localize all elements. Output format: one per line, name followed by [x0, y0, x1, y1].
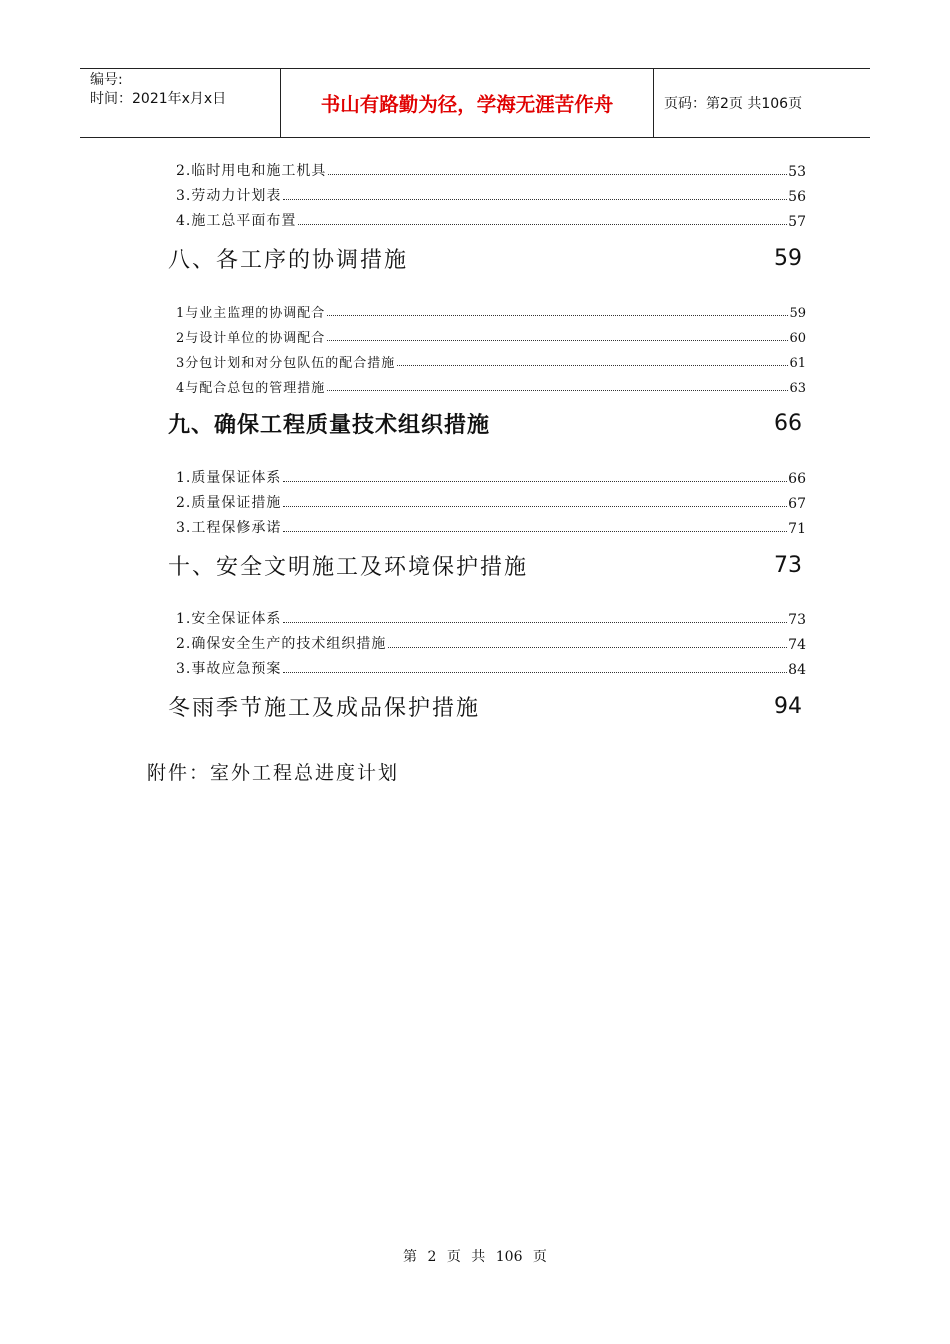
toc-entry-page: 67 — [788, 496, 806, 512]
toc-entry-page: 60 — [789, 331, 806, 346]
toc-entry[interactable] — [176, 658, 806, 678]
dot-leader — [283, 672, 787, 673]
toc-entry[interactable] — [176, 351, 806, 371]
dot-leader — [283, 199, 787, 200]
toc-entry[interactable] — [176, 185, 806, 205]
time-label: 时间：2021年x月x日 — [90, 91, 227, 107]
dot-leader — [283, 531, 787, 532]
toc-entry-title: 3.事故应急预案 — [176, 661, 282, 677]
toc-entry-title: 3.劳动力计划表 — [176, 188, 282, 204]
toc-entry-page: 71 — [788, 521, 806, 537]
toc-entry-title: 3.工程保修承诺 — [176, 520, 282, 536]
toc-entry-page: 56 — [788, 189, 806, 205]
toc-section-title: 十、安全文明施工及环境保护措施 — [168, 554, 529, 580]
header-page-cell — [654, 69, 870, 137]
toc-entry-title: 2.临时用电和施工机具 — [176, 163, 327, 179]
toc-section[interactable] — [168, 406, 802, 440]
page-footer: 第 2 页 共 106 页 — [403, 1249, 547, 1265]
toc-entry[interactable] — [176, 210, 806, 230]
toc-entry-page: 66 — [788, 471, 806, 487]
toc-section-page: 73 — [774, 552, 802, 578]
toc-entry[interactable] — [176, 492, 806, 512]
dot-leader — [298, 224, 787, 225]
motto: 书山有路勤为径，学海无涯苦作舟 — [320, 93, 614, 116]
toc-entry-page: 84 — [788, 662, 806, 678]
page-info: 页码：第2页 共106页 — [664, 96, 803, 112]
toc-section[interactable] — [168, 548, 802, 582]
attachment-note: 附件：室外工程总进度计划 — [147, 762, 400, 784]
dot-leader — [327, 390, 788, 391]
toc-entry-title: 4.施工总平面布置 — [176, 213, 297, 229]
toc-section-title: 冬雨季节施工及成品保护措施 — [168, 695, 481, 721]
dot-leader — [283, 506, 787, 507]
toc-entry-page: 59 — [789, 306, 806, 321]
dot-leader — [397, 365, 788, 366]
toc-entry[interactable] — [176, 608, 806, 628]
toc-section-title: 八、各工序的协调措施 — [168, 247, 409, 273]
toc-section[interactable] — [168, 241, 802, 275]
toc-section-page: 66 — [774, 410, 802, 436]
toc-entry[interactable] — [176, 633, 806, 653]
dot-leader — [283, 622, 787, 623]
toc-entry-page: 53 — [788, 164, 806, 180]
header-table — [80, 68, 870, 138]
toc-entry-page: 57 — [788, 214, 806, 230]
toc-section-page: 94 — [774, 693, 802, 719]
toc-section-title: 九、确保工程质量技术组织措施 — [168, 412, 491, 438]
toc-entry[interactable] — [176, 376, 806, 396]
toc-entry-title: 1.安全保证体系 — [176, 611, 282, 627]
toc-entry-title: 4与配合总包的管理措施 — [176, 381, 326, 396]
dot-leader — [283, 481, 787, 482]
toc-entry[interactable] — [176, 301, 806, 321]
dot-leader — [388, 647, 787, 648]
toc-entry-page: 73 — [788, 612, 806, 628]
toc-entry-title: 2.确保安全生产的技术组织措施 — [176, 636, 387, 652]
dot-leader — [328, 174, 787, 175]
toc-entry-title: 2.质量保证措施 — [176, 495, 282, 511]
header-motto-cell — [281, 69, 654, 137]
header-meta-cell — [80, 69, 281, 137]
toc-entry-title: 2与设计单位的协调配合 — [176, 331, 326, 346]
toc-entry[interactable] — [176, 326, 806, 346]
dot-leader — [327, 340, 788, 341]
toc-entry[interactable] — [176, 160, 806, 180]
toc-entry-title: 1.质量保证体系 — [176, 470, 282, 486]
toc-entry-page: 74 — [788, 637, 806, 653]
toc-entry-page: 61 — [789, 356, 806, 371]
toc-entry-page: 63 — [789, 381, 806, 396]
toc-entry-title: 3分包计划和对分包队伍的配合措施 — [176, 356, 396, 371]
toc-section[interactable] — [168, 689, 802, 723]
toc-entry[interactable] — [176, 517, 806, 537]
toc-section-page: 59 — [774, 245, 802, 271]
number-label: 编号: — [90, 72, 123, 88]
toc-entry[interactable] — [176, 467, 806, 487]
toc-entry-title: 1与业主监理的协调配合 — [176, 306, 326, 321]
dot-leader — [327, 315, 788, 316]
